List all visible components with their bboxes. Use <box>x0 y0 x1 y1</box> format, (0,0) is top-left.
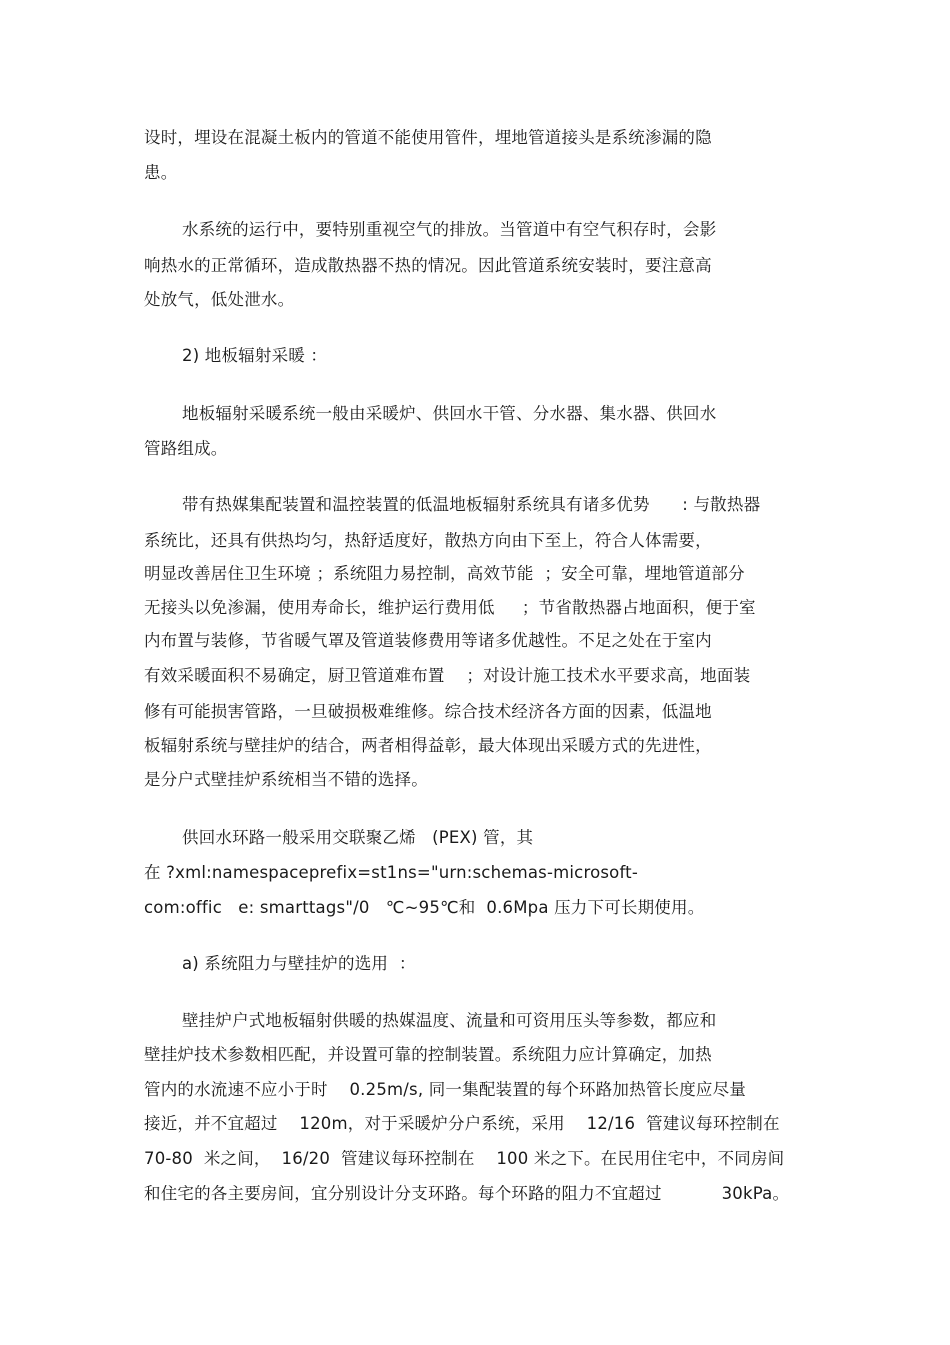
text-line: 设时，埋设在混凝土板内的管道不能使用管件，埋地管道接头是系统渗漏的隐 <box>144 128 712 147</box>
text-line: 响热水的正常循环，造成散热器不热的情况。因此管道系统安装时，要注意高 <box>144 256 712 275</box>
section-heading: a) 系统阻力与壁挂炉的选用 ： <box>182 954 416 973</box>
text-line: 带有热媒集配装置和温控装置的低温地板辐射系统具有诸多优势 : 与散热器 <box>182 495 761 514</box>
text-line: 处放气，低处泄水。 <box>144 290 295 309</box>
text-line: 是分户式壁挂炉系统相当不错的选择。 <box>144 770 428 789</box>
text-line: 内布置与装修，节省暖气罩及管道装修费用等诸多优越性。不足之处在于室内 <box>144 631 712 650</box>
text-line: 和住宅的各主要房间，宜分别设计分支环路。每个环路的阻力不宜超过 30kPa。 <box>144 1184 790 1203</box>
text-line: 有效采暖面积不易确定，厨卫管道难布置 ；对设计施工技术水平要求高，地面装 <box>144 666 751 685</box>
text-line: 管内的水流速不应小于时 0.25m/s, 同一集配装置的每个环路加热管长度应尽量 <box>144 1080 747 1099</box>
text-line: 70-80 米之间， 16/20 管建议每环控制在 100 米之下。在民用住宅中，不同房间 <box>144 1149 785 1168</box>
text-line: 在 ?xml:namespaceprefix=st1ns="urn:schemas-microsoft- <box>144 863 638 882</box>
text-line: 板辐射系统与壁挂炉的结合，两者相得益彰，最大体现出采暖方式的先进性， <box>144 736 712 755</box>
text-line: 系统比，还具有供热均匀，热舒适度好，散热方向由下至上，符合人体需要， <box>144 531 712 550</box>
text-line: 明显改善居住卫生环境 ；系统阻力易控制，高效节能 ；安全可靠，埋地管道部分 <box>144 564 745 583</box>
text-line: 水系统的运行中，要特别重视空气的排放。当管道中有空气积存时，会影 <box>182 220 717 239</box>
text-line: 修有可能损害管路，一旦破损极难维修。综合技术经济各方面的因素，低温地 <box>144 702 712 721</box>
text-line: com:offic e: smarttags"/0 ℃~95℃和 0.6Mpa 压力下可长期使用。 <box>144 898 705 917</box>
text-line: 管路组成。 <box>144 439 228 458</box>
text-line: 供回水环路一般采用交联聚乙烯 (PEX) 管，其 <box>182 828 534 847</box>
section-heading: 2) 地板辐射采暖 ： <box>182 346 328 365</box>
text-line: 地板辐射采暖系统一般由采暖炉、供回水干管、分水器、集水器、供回水 <box>182 404 717 423</box>
text-line: 壁挂炉技术参数相匹配，并设置可靠的控制装置。系统阻力应计算确定，加热 <box>144 1045 712 1064</box>
text-line: 接近，并不宜超过 120m，对于采暖炉分户系统，采用 12/16 管建议每环控制在 <box>144 1114 780 1133</box>
text-line: 无接头以免渗漏，使用寿命长，维护运行费用低 ；节省散热器占地面积，便于室 <box>144 598 756 617</box>
text-line: 患。 <box>144 163 178 182</box>
text-line: 壁挂炉户式地板辐射供暖的热媒温度、流量和可资用压头等参数，都应和 <box>182 1011 717 1030</box>
